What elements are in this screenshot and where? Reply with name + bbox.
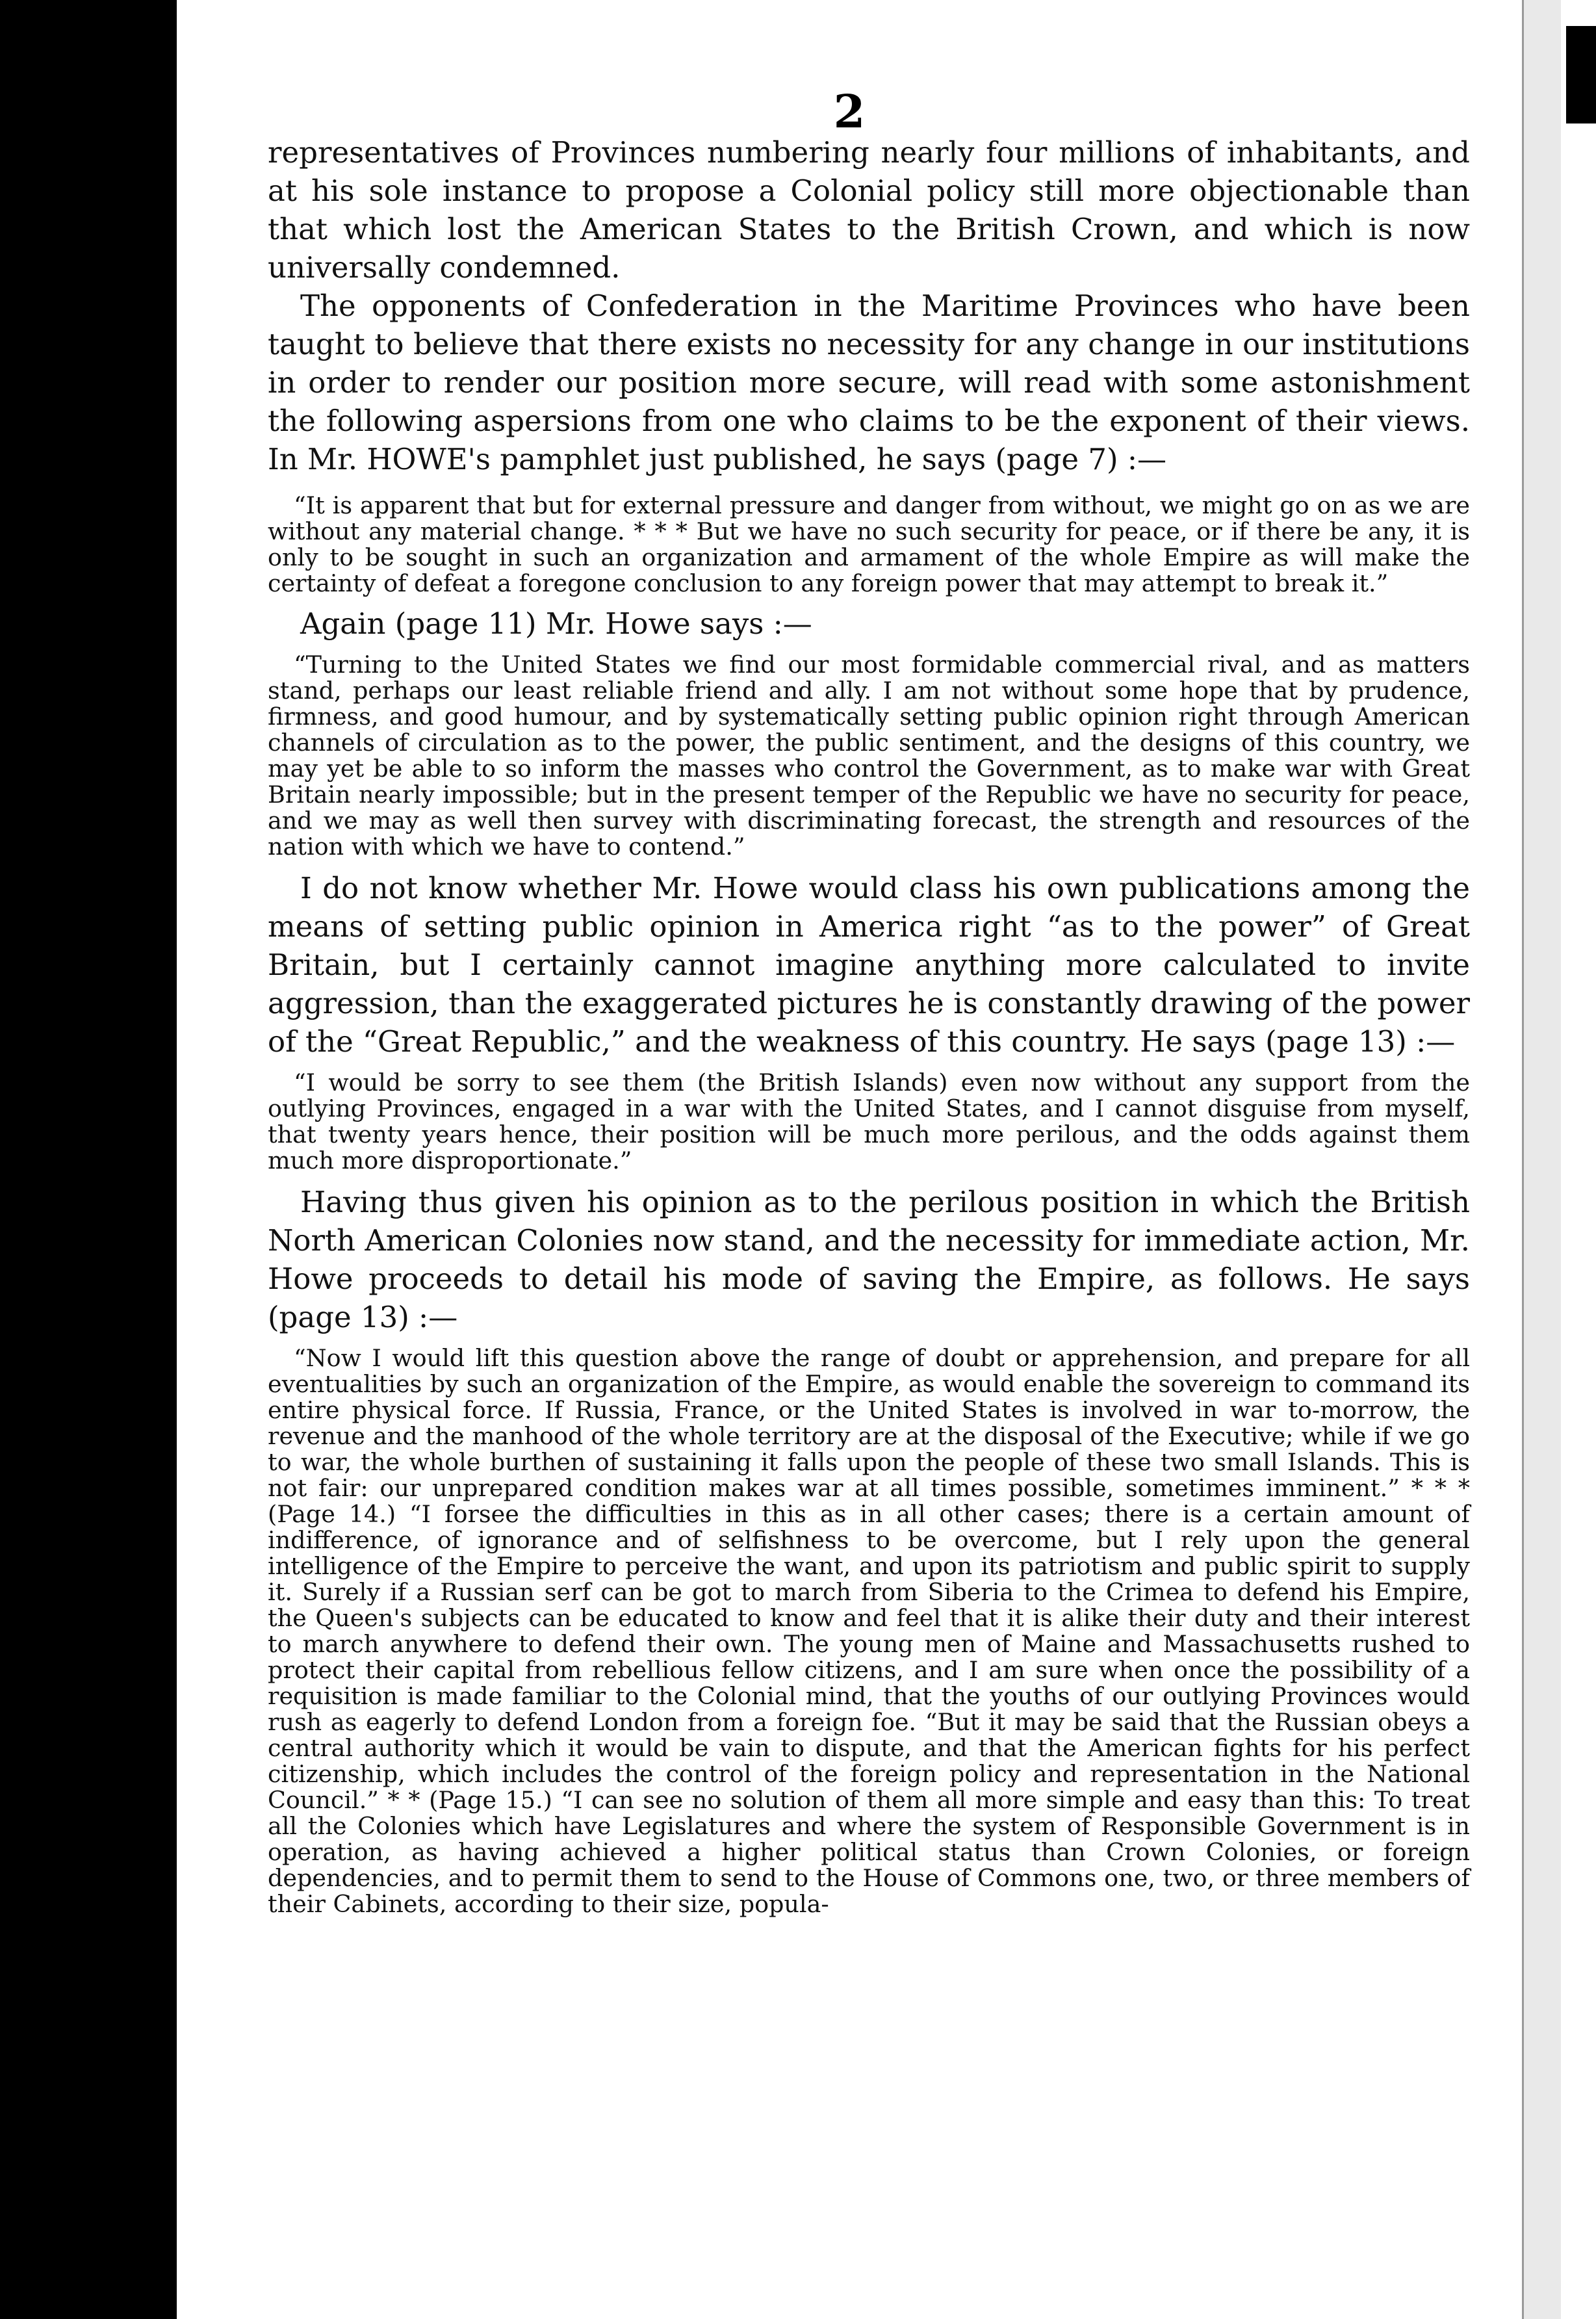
quote-3: “I would be sorry to see them (the British Islands) even now without any support from the outlying Provinces, engaged in a war with the United States, and I cannot disguise from myself, that twenty years hence, their position will be much more perilous, and the odds against them much more disproportionate.” <box>268 1069 1470 1174</box>
quote-2: “Turning to the United States we find our most formidable commercial rival, and as matters stand, perhaps our least reliable friend and ally. I am not without some hope that by prudence, firmness, and good humour, and by systematically setting public opinion right through American channels of circulation as to the power, the public sentiment, and the designs of this country, we may yet be able to so inform the masses who control the Government, as to make war with Great Britain nearly impossible; but in the present temper of the Republic we have no security for peace, and we may as well then survey with discriminating forecast, the strength and resources of the nation with which we have to contend.” <box>268 651 1470 861</box>
scan-left-border <box>0 0 175 2319</box>
paragraph-2: The opponents of Confederation in the Maritime Provinces who have been taught to believe that there exists no necessity for any change in our institutions in order to render our position more secure, will read with some astonishment the following aspersions from one who claims to be the exponent of their views. In Mr. HOWE's pamphlet just published, he says (page 7) :— <box>268 289 1470 476</box>
paragraph-1: representatives of Provinces numbering nearly four millions of inhabitants, and at his sole instance to propose a Colonial policy still more objectionable than that which lost the American States to the British Crown, and which is now universally condemned. <box>268 135 1470 285</box>
page-text <box>268 133 1470 1926</box>
paragraph-5: Having thus given his opinion as to the perilous position in which the British North American Colonies now stand, and the necessity for immediate action, Mr. Howe proceeds to detail his mode of saving the Empire, as follows. He says (page 13) :— <box>268 1185 1470 1334</box>
quote-4: “Now I would lift this question above the range of doubt or apprehension, and prepare for all eventualities by such an organization of the Empire, as would enable the sovereign to command its entire physical force. If Russia, France, or the United States is involved in war to-morrow, the revenue and the manhood of the whole territory are at the disposal of the Executive; while if we go to war, the whole burthen of sustaining it falls upon the people of these two small Islands. This is not fair: our unprepared condition makes war at all times possible, sometimes imminent.” * * * (Page 14.) “I forsee the difficulties in this as in all other cases; there is a certain amount of indifference, of ignorance and of selfishness to be overcome, but I rely upon the general intelligence of the Empire to perceive the want, and upon its patriotism and public spirit to supply it. Surely if a Russian serf can be got to march from Siberia to the Crimea to defend his Empire, the Queen's subjects can be educated to know and feel that it is alike their duty and their interest to march anywhere to defend their own. The young men of Maine and Massachusetts rushed to protect their capital from rebellious fellow citizens, and I am sure when once the possibility of a requisition is made familiar to the Colonial mind, that the youths of our outlying Provinces would rush as eagerly to defend London from a foreign foe. “But it may be said that the Russian obeys a central authority which it would be vain to dispute, and that the American fights for his perfect citizenship, which includes the control of the foreign policy and representation in the National Council.” * * (Page 15.) “I can see no solution of them all more simple and easy than this: To treat all the Colonies which have Legislatures and where the system of Responsible Government is in operation, as having achieved a higher political status than Crown Colonies, or foreign dependencies, and to permit them to send to the House of Commons one, two, or three members of their Cabinets, according to their size, popula- <box>268 1344 1470 1918</box>
quote-1: “It is apparent that but for external pressure and danger from without, we might go on as we are without any material change. * * * But we have no such security for peace, or if there be any, it is only to be sought in such an organization and armament of the whole Empire as will make the certainty of defeat a foregone conclusion to any foreign power that may attempt to break it.” <box>268 491 1470 597</box>
scan-right-mark <box>1566 26 1596 123</box>
page-number: 2 <box>833 84 866 138</box>
scan-right-edge <box>1561 0 1596 2319</box>
document-page <box>177 0 1522 2319</box>
page-gutter <box>1522 0 1563 2319</box>
paragraph-3: Again (page 11) Mr. Howe says :— <box>300 606 812 641</box>
paragraph-4: I do not know whether Mr. Howe would class his own publications among the means of setting public opinion in America right “as to the power” of Great Britain, but I certainly cannot imagine anything more calculated to invite aggression, than the exaggerated pictures he is constantly drawing of the power of the “Great Republic,” and the weakness of this country. He says (page 13) :— <box>268 871 1470 1059</box>
